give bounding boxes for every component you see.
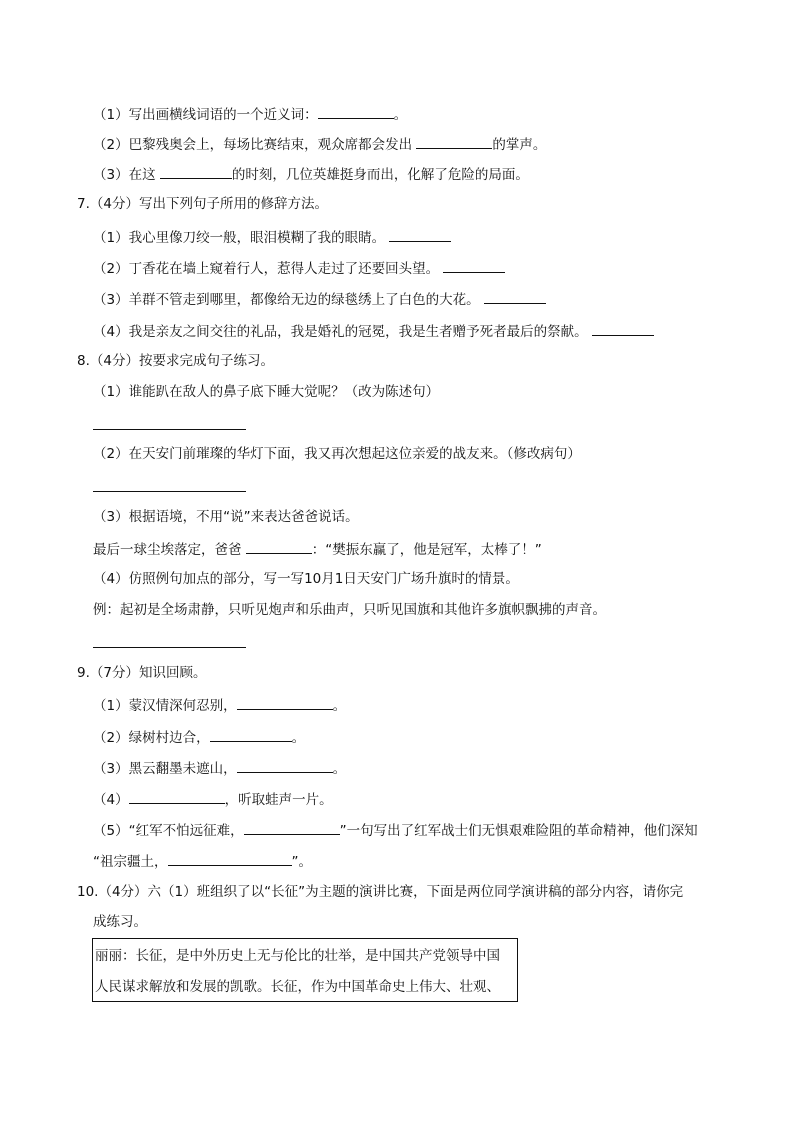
q9-sub1-blank[interactable] — [237, 695, 333, 710]
q6-sub2-blank[interactable] — [416, 134, 492, 149]
q6-sub3-text: （3）在这 — [93, 167, 156, 183]
q9-sub3-blank[interactable] — [237, 758, 333, 773]
q9-sub3 — [93, 758, 346, 778]
q6-sub1-blank[interactable] — [318, 104, 394, 119]
q9-sub5-end: ”一句写出了红军战士们无惧艰难险阻的革命精神，他们深知 — [339, 823, 698, 839]
q9-sub2-blank[interactable] — [210, 727, 292, 742]
q9-title: 9.（7分）知识回顾。 — [77, 665, 207, 681]
q9-sub5-line2-blank[interactable] — [168, 851, 292, 866]
q8-sub3-sentence — [93, 539, 542, 559]
q9-sub5-text: （5）“红军不怕远征难， — [93, 823, 244, 839]
q8-sub1: （1）谁能趴在敌人的鼻子底下睡大觉呢？（改为陈述句） — [93, 384, 440, 400]
q7-sub3-blank[interactable] — [484, 289, 546, 304]
q9-sub1 — [93, 695, 346, 715]
q7-sub1-blank[interactable] — [389, 227, 451, 242]
q9-sub5-blank[interactable] — [244, 820, 340, 835]
q10-title-line2: 成练习。 — [93, 914, 147, 930]
speech-excerpt-line2: 人民谋求解放和发展的凯歌。长征，作为中国革命史上伟大、壮观、 — [95, 979, 500, 995]
q9-sub2-end: 。 — [291, 730, 306, 746]
q8-title: 8.（4分）按要求完成句子练习。 — [77, 353, 274, 369]
q7-title: 7.（4分）写出下列句子所用的修辞方法。 — [77, 196, 328, 212]
q9-sub2-text: （2）绿树村边合， — [93, 730, 210, 746]
q9-sub3-end: 。 — [332, 761, 347, 777]
q7-sub4-blank[interactable] — [592, 321, 654, 336]
q7-sub1-text: （1）我心里像刀绞一般，眼泪模糊了我的眼睛。 — [93, 230, 386, 246]
q6-sub2-end: 的掌声。 — [492, 137, 547, 153]
q7-sub3-text: （3）羊群不管走到哪里，都像给无边的绿毯绣上了白色的大花。 — [93, 292, 480, 308]
q8-sub4: （4）仿照例句加点的部分，写一写10月1日天安门广场升旗时的情景。 — [93, 571, 519, 587]
q6-sub1 — [93, 104, 407, 124]
q8-sub3-blank[interactable] — [246, 539, 312, 554]
q7-sub2-blank[interactable] — [443, 258, 505, 273]
q9-sub1-text: （1）蒙汉情深何忍别， — [93, 698, 237, 714]
q8-example: 例：起初是全场肃静，只听见炮声和乐曲声，只听见国旗和其他许多旗帜飘拂的声音。 — [93, 602, 606, 618]
q7-sub4 — [93, 321, 654, 341]
q7-sub3 — [93, 289, 546, 309]
q10-title: 10.（4分）六（1）班组织了以“长征”为主题的演讲比赛，下面是两位同学演讲稿的部分内容，请你完 — [77, 884, 684, 900]
speech-excerpt-line1: 丽丽：长征，是中外历史上无与伦比的壮举，是中国共产党领导中国 — [95, 948, 500, 964]
speech-excerpt-box — [92, 938, 518, 1002]
q6-sub2-text: （2）巴黎残奥会上，每场比赛结束，观众席都会发出 — [93, 137, 413, 153]
q8-sub4-answer-line[interactable] — [93, 647, 246, 648]
q7-sub2 — [93, 258, 505, 278]
q7-sub2-text: （2）丁香花在墙上窥着行人，惹得人走过了还要回头望。 — [93, 261, 440, 277]
q8-sub2: （2）在天安门前璀璨的华灯下面，我又再次想起这位亲爱的战友来。（修改病句） — [93, 446, 581, 462]
q9-sub3-text: （3）黑云翻墨未遮山， — [93, 761, 237, 777]
q9-sub4-blank[interactable] — [129, 789, 225, 804]
q9-sub1-end: 。 — [332, 698, 347, 714]
q6-sub1-text: （1）写出画横线词语的一个近义词： — [93, 107, 318, 123]
q8-sub2-answer-line[interactable] — [93, 491, 246, 492]
q6-sub3 — [93, 164, 529, 184]
q7-sub4-text: （4）我是亲友之间交往的礼品，我是婚礼的冠冕，我是生者赠予死者最后的祭献。 — [93, 324, 588, 340]
q9-sub5-line2 — [93, 851, 312, 871]
q7-sub1 — [93, 227, 451, 247]
q9-sub5-line2-text: “祖宗疆土， — [93, 854, 168, 870]
q9-sub4-text: （4） — [93, 792, 129, 808]
q8-sub3-sentence-start: 最后一球尘埃落定，爸爸 — [93, 542, 242, 558]
q8-sub3: （3）根据语境，不用“说”来表达爸爸说话。 — [93, 509, 359, 525]
q8-sub3-sentence-end: ：“樊振东赢了，他是冠军，太棒了！” — [311, 542, 542, 558]
q9-sub4-end: ，听取蛙声一片。 — [224, 792, 333, 808]
q8-sub1-answer-line[interactable] — [93, 429, 246, 430]
q9-sub5-line2-end: ”。 — [291, 854, 312, 870]
q9-sub4 — [93, 789, 333, 809]
q9-sub5 — [93, 820, 698, 840]
q6-sub1-end: 。 — [393, 107, 408, 123]
q6-sub2 — [93, 134, 546, 154]
q9-sub2 — [93, 727, 305, 747]
q6-sub3-end: 的时刻，几位英雄挺身而出，化解了危险的局面。 — [231, 167, 529, 183]
q6-sub3-blank[interactable] — [160, 164, 232, 179]
